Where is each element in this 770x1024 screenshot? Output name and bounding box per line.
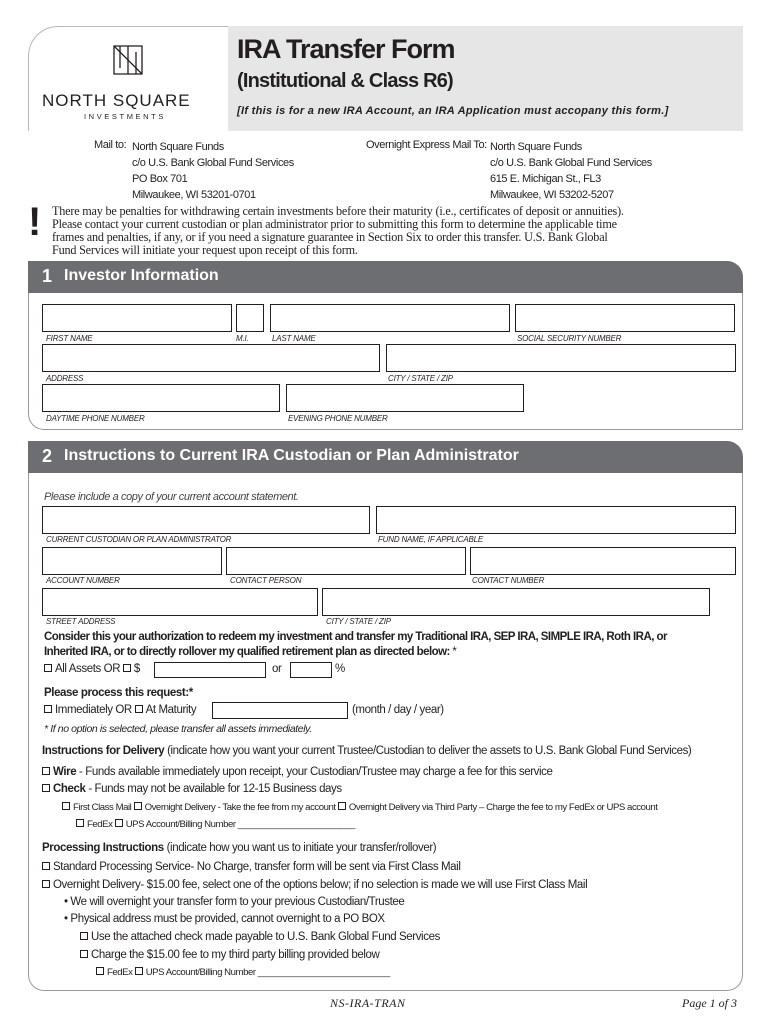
contact-number-field[interactable]: [470, 547, 736, 575]
carrier-row: [76, 819, 355, 830]
process-request-title: Please process this request:*: [44, 687, 193, 699]
mail-right-line: North Square Funds: [490, 141, 582, 153]
ups-checkbox[interactable]: [135, 967, 143, 975]
ups-label: UPS: [145, 967, 165, 978]
dollar-label: $: [133, 663, 140, 675]
section-number: 1: [42, 266, 53, 286]
dollar-amount-field[interactable]: [154, 662, 266, 678]
maturity-date-field[interactable]: [212, 702, 348, 719]
north-square-logo-icon: [108, 40, 148, 80]
middle-initial-field[interactable]: [236, 304, 264, 332]
billing-number-line[interactable]: Account/Billing Number ________________________: [145, 819, 356, 830]
fedex-label: FedEx: [107, 967, 133, 978]
at-maturity-checkbox[interactable]: [135, 705, 143, 713]
percent-field[interactable]: [290, 662, 332, 678]
mail-right-line: 615 E. Michigan St., FL3: [490, 173, 601, 185]
warning-line: Please contact your current custodian or plan administrator prior to submitting this form to determine the applicable time: [52, 217, 617, 231]
charge-fee-option: [80, 949, 379, 961]
warning-line: Fund Services will initiate your request upon receipt of this form.: [52, 243, 358, 257]
at-maturity-label: At Maturity: [145, 704, 197, 716]
page-number: Page 1 of 3: [682, 996, 737, 1010]
warning-line: frames and penalties, if any, or if you need a signature guarantee in Section Six to order this transfer. U.S. Bank Global: [52, 230, 608, 244]
first-name-field[interactable]: [42, 304, 232, 332]
ssn-field[interactable]: [515, 304, 735, 332]
mail-left-address: [132, 139, 294, 203]
overnight-take-fee-label: Overnight Delivery - Take the fee from my account: [144, 802, 336, 813]
mail-right-label: Overnight Express Mail To:: [366, 139, 487, 151]
daytime-phone-field[interactable]: [42, 384, 280, 412]
required-star: *: [449, 646, 457, 658]
wire-label: Wire: [53, 766, 77, 778]
bullet-text: We will overnight your transfer form to your previous Custodian/Trustee: [70, 896, 405, 908]
use-check-checkbox[interactable]: [80, 932, 88, 940]
or-label-2: or: [272, 663, 282, 675]
warning-text: [52, 205, 624, 257]
wire-option: [42, 766, 553, 778]
fund-name-field[interactable]: [376, 506, 736, 534]
dollar-amount-checkbox[interactable]: [123, 664, 131, 672]
account-number-label: ACCOUNT NUMBER: [46, 576, 120, 585]
ssn-label: SOCIAL SECURITY NUMBER: [517, 334, 622, 343]
bullet-item: • Physical address must be provided, cannot overnight to a PO BOX: [64, 913, 385, 925]
standard-processing-label: Standard Processing Service- No Charge, transfer form will be sent via First Class Mail: [53, 861, 461, 873]
first-name-label: FIRST NAME: [46, 334, 93, 343]
charge-fee-label: Charge the $15.00 fee to my third party billing provided below: [91, 949, 380, 961]
contact-person-label: CONTACT PERSON: [230, 576, 302, 585]
street-address-field[interactable]: [42, 588, 318, 616]
delivery-hint: (indicate how you want your current Trustee/Custodian to deliver the assets to U.S. Bank Global Fund Services): [164, 745, 692, 757]
mail-left-line: c/o U.S. Bank Global Fund Services: [132, 157, 294, 169]
bullet-item: • We will overnight your transfer form to your previous Custodian/Trustee: [64, 896, 405, 908]
overnight-delivery-checkbox[interactable]: [42, 880, 50, 888]
statement-note: Please include a copy of your current account statement.: [44, 491, 299, 503]
address-label: ADDRESS: [46, 374, 84, 383]
custodian-city-field[interactable]: [322, 588, 710, 616]
date-format-hint: (month / day / year): [352, 704, 444, 716]
use-check-option: [80, 931, 440, 943]
last-name-field[interactable]: [270, 304, 510, 332]
processing-title: Processing Instructions: [42, 842, 164, 854]
overnight-third-party-checkbox[interactable]: [338, 802, 346, 810]
mail-right-line: c/o U.S. Bank Global Fund Services: [490, 157, 652, 169]
overnight-delivery-label: Overnight Delivery- $15.00 fee, select one of the options below; if no selection is made we will use First Class Mail: [53, 879, 588, 891]
logo-sub: INVESTMENTS: [84, 112, 166, 121]
billing-number-line[interactable]: Account/Billing Number ___________________________: [165, 967, 390, 978]
amount-row: [44, 663, 140, 675]
last-name-label: LAST NAME: [272, 334, 316, 343]
fund-name-label: FUND NAME, IF APPLICABLE: [378, 535, 484, 544]
carrier-row-2: [96, 967, 390, 978]
section-1-header: [28, 261, 743, 293]
evening-phone-field[interactable]: [286, 384, 524, 412]
mi-label: M.I.: [236, 334, 249, 343]
mail-method-row: [62, 802, 658, 813]
processing-instructions: [42, 842, 436, 854]
all-assets-label: All Assets: [55, 663, 101, 675]
fedex-checkbox[interactable]: [96, 967, 104, 975]
check-checkbox[interactable]: [42, 784, 50, 792]
warning-exclamation-icon: !: [28, 200, 42, 244]
mail-right-line: Milwaukee, WI 53202-5207: [490, 189, 614, 201]
authorization-line-1: Consider this your authorization to redeem my investment and transfer my Traditional IRA, SEP IRA, SIMPLE IRA, Roth IRA, or: [44, 631, 667, 643]
timing-row: [44, 704, 196, 716]
use-check-label: Use the attached check made payable to U.S. Bank Global Fund Services: [91, 931, 440, 943]
check-description: - Funds may not be available for 12-15 Business days: [85, 783, 342, 795]
processing-hint: (indicate how you want us to initiate your transfer/rollover): [163, 842, 437, 854]
mail-left-line: PO Box 701: [132, 173, 188, 185]
check-label: Check: [53, 783, 86, 795]
daytime-phone-label: DAYTIME PHONE NUMBER: [46, 414, 145, 423]
delivery-instructions: [42, 745, 691, 757]
logo-brand: NORTH SQUARE: [42, 91, 191, 110]
authorization-line-2: [44, 646, 456, 658]
custodian-city-label: CITY / STATE / ZIP: [326, 617, 391, 626]
account-number-field[interactable]: [42, 547, 222, 575]
mail-left-label: Mail to:: [94, 139, 127, 151]
ups-label: UPS: [125, 819, 145, 830]
overnight-take-fee-checkbox[interactable]: [134, 802, 142, 810]
percent-label: %: [335, 663, 345, 675]
charge-fee-checkbox[interactable]: [80, 950, 88, 958]
city-label: CITY / STATE / ZIP: [388, 374, 453, 383]
immediately-label: Immediately: [55, 704, 113, 716]
warning-line: There may be penalties for withdrawing certain investments before their maturity (i.e., certificates of deposit or annuities).: [52, 204, 624, 218]
bullet-text: Physical address must be provided, cannot overnight to a PO BOX: [70, 913, 385, 925]
section-title: Instructions to Current IRA Custodian or Plan Administrator: [64, 447, 519, 464]
or-label: OR: [103, 663, 121, 675]
immediately-checkbox[interactable]: [44, 705, 52, 713]
wire-checkbox[interactable]: [42, 767, 50, 775]
section-2-header: [28, 441, 743, 473]
form-code: NS-IRA-TRAN: [330, 996, 406, 1010]
overnight-third-party-label: Overnight Delivery via Third Party – Charge the fee to my FedEx or UPS account: [348, 802, 658, 813]
standard-option: [42, 861, 460, 873]
street-address-label: STREET ADDRESS: [46, 617, 116, 626]
standard-processing-checkbox[interactable]: [42, 862, 50, 870]
fedex-checkbox[interactable]: [76, 819, 84, 827]
custodian-label: CURRENT CUSTODIAN OR PLAN ADMINISTRATOR: [46, 535, 232, 544]
mail-left-line: Milwaukee, WI 53201-0701: [132, 189, 256, 201]
fedex-label: FedEx: [87, 819, 113, 830]
contact-number-label: CONTACT NUMBER: [472, 576, 545, 585]
section-title: Investor Information: [64, 267, 219, 284]
evening-phone-label: EVENING PHONE NUMBER: [288, 414, 388, 423]
first-class-label: First Class Mail: [73, 802, 132, 813]
authorization-text: Inherited IRA, or to directly rollover my qualified retirement plan as directed below:: [44, 646, 450, 658]
wire-description: - Funds available immediately upon receipt, your Custodian/Trustee may charge a fee for this service: [76, 766, 553, 778]
address-field[interactable]: [42, 344, 380, 372]
delivery-title: Instructions for Delivery: [42, 745, 165, 757]
first-class-checkbox[interactable]: [62, 802, 70, 810]
page-subtitle: (Institutional & Class R6): [237, 70, 453, 92]
ups-checkbox[interactable]: [115, 819, 123, 827]
page-title: IRA Transfer Form: [237, 34, 455, 64]
section-number: 2: [42, 446, 53, 466]
or-label: OR: [115, 704, 132, 716]
overnight-option: [42, 879, 587, 891]
no-option-note: * If no option is selected, please transfer all assets immediately.: [44, 723, 312, 735]
mail-right-address: [490, 139, 652, 203]
city-state-zip-field[interactable]: [386, 344, 736, 372]
custodian-field[interactable]: [42, 506, 370, 534]
check-option: [42, 783, 342, 795]
header-note: [If this is for a new IRA Account, an IRA Application must accopany this form.]: [237, 105, 669, 117]
mail-left-line: North Square Funds: [132, 141, 224, 153]
all-assets-checkbox[interactable]: [44, 664, 52, 672]
contact-person-field[interactable]: [226, 547, 466, 575]
